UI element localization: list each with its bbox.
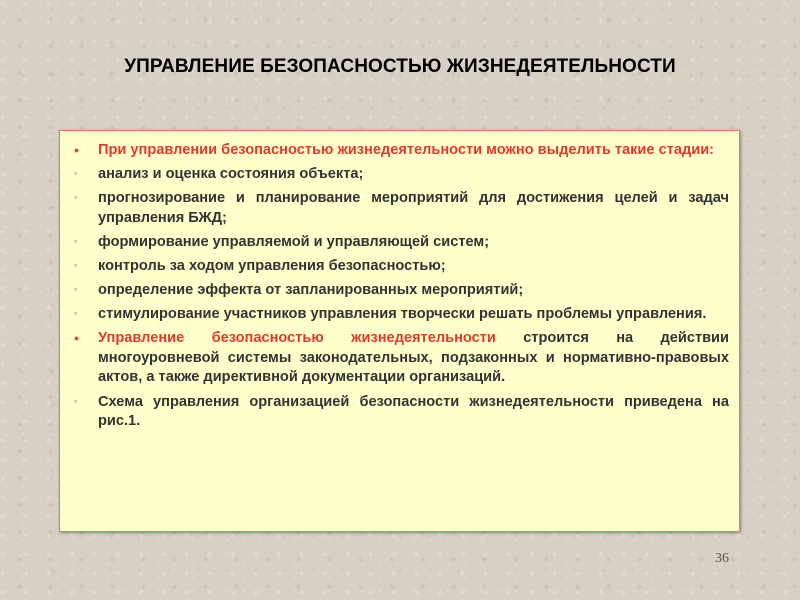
bullet-icon: ◦ <box>74 235 78 246</box>
list-item <box>74 257 729 277</box>
bullet-icon: ◦ <box>74 284 78 295</box>
list-item <box>74 393 729 432</box>
item-text: прогнозирование и планирование мероприятий для достижения целей и задач управления БЖД; <box>98 190 729 226</box>
bullet-icon: • <box>74 330 79 347</box>
item-text: определение эффекта от запланированных мероприятий; <box>98 282 524 299</box>
item-text: Схема управления организацией безопасности жизнедеятельности приведена на рис.1. <box>98 393 729 430</box>
bullet-icon: ◦ <box>74 308 78 319</box>
item-text: анализ и оценка состояния объекта; <box>98 166 364 183</box>
bullet-icon: ◦ <box>74 259 78 270</box>
bullet-icon: ◦ <box>74 192 78 203</box>
item-text: строится на действии многоуровневой системы законодательных, подзаконных и нормативно-правовых актов, а также директивной документации организаций. <box>98 330 729 386</box>
accent-text: При управлении безопасностью жизнедеятельности можно выделить такие стадии: <box>98 142 715 158</box>
item-text: контроль за ходом управления безопасностью; <box>98 257 446 274</box>
list-item <box>74 329 729 388</box>
item-text: стимулирование участников управления творчески решать проблемы управления. <box>98 306 707 323</box>
list-item <box>74 305 729 325</box>
item-text: формирование управляемой и управляющей систем; <box>98 233 490 250</box>
list-item <box>74 189 729 228</box>
page-number: 36 <box>715 551 729 566</box>
list-item <box>74 281 729 301</box>
bullet-list <box>74 141 729 432</box>
accent-text: Управление безопасностью жизнедеятельности <box>98 330 496 347</box>
slide-title: УПРАВЛЕНИЕ БЕЗОПАСНОСТЬЮ ЖИЗНЕДЕЯТЕЛЬНОСТИ <box>124 56 676 77</box>
list-item <box>74 233 729 253</box>
content-box <box>59 130 740 532</box>
bullet-icon: ◦ <box>74 395 78 406</box>
bullet-icon: ◦ <box>74 168 78 179</box>
bullet-icon: • <box>74 142 79 158</box>
list-item <box>74 165 729 185</box>
list-item <box>74 141 729 161</box>
